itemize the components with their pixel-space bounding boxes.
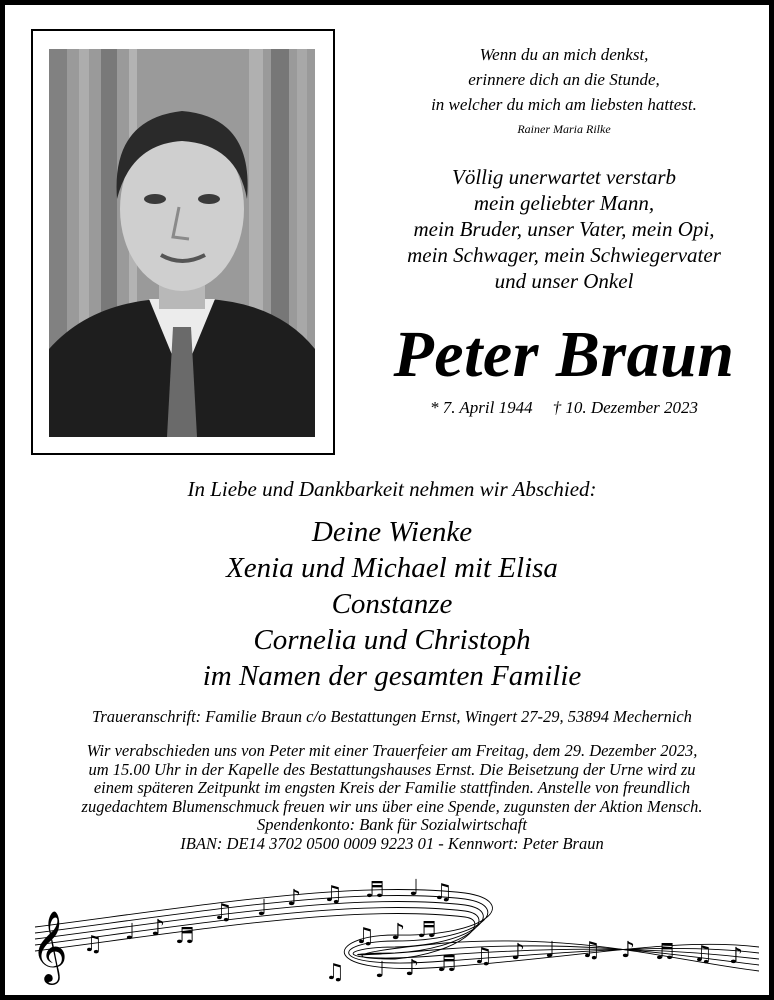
- deceased-name: Peter Braun: [393, 318, 735, 391]
- details-line: einem späteren Zeitpunkt im engsten Kreis der Familie stattfinden. Anstelle von freundlich: [93, 778, 691, 797]
- announcement-line: Völlig unerwartet verstarb: [452, 165, 676, 189]
- svg-text:♪: ♪: [287, 886, 302, 911]
- mourners-list: [25, 514, 759, 694]
- portrait-frame: [31, 29, 335, 455]
- svg-text:♩: ♩: [409, 876, 420, 901]
- mourner: Cornelia und Christoph: [253, 624, 531, 656]
- svg-text:♫: ♫: [355, 924, 375, 949]
- announcement-line: und unser Onkel: [494, 269, 634, 293]
- mourner: Constanze: [331, 588, 453, 620]
- svg-text:𝄞: 𝄞: [31, 909, 68, 982]
- svg-text:♫: ♫: [693, 942, 713, 967]
- details-line: zugedachtem Blumenschmuck freuen wir uns über eine Spende, zugunsten der Aktion Mensch.: [81, 796, 703, 816]
- quote-line: Wenn du an mich denkst,: [479, 45, 649, 64]
- svg-text:♪: ♪: [151, 916, 166, 941]
- announcement-line: mein geliebter Mann,: [473, 191, 655, 215]
- svg-text:♬: ♬: [365, 878, 385, 903]
- svg-text:♬: ♬: [437, 952, 457, 977]
- svg-text:♪: ♪: [621, 938, 636, 963]
- details-line: Wir verabschieden uns von Peter mit einer Trauerfeier am Freitag, dem 29. Dezember 2023,: [86, 741, 698, 760]
- svg-text:♩: ♩: [125, 920, 136, 945]
- death-date: † 10. Dezember 2023: [552, 398, 699, 417]
- mourner: Deine Wienke: [311, 516, 473, 548]
- svg-text:♫: ♫: [213, 900, 233, 925]
- svg-text:♫: ♫: [473, 944, 493, 969]
- announcement-line: mein Bruder, unser Vater, mein Opi,: [413, 217, 715, 241]
- ceremony-details: [25, 742, 759, 853]
- quote-author: Rainer Maria Rilke: [517, 122, 611, 136]
- svg-text:♩: ♩: [545, 938, 556, 963]
- svg-text:♪: ♪: [729, 944, 744, 969]
- quote-line: erinnere dich an die Stunde,: [468, 70, 660, 89]
- svg-text:♬: ♬: [175, 924, 195, 949]
- svg-text:♫: ♫: [325, 960, 345, 985]
- svg-text:♫: ♫: [83, 932, 103, 957]
- details-line: IBAN: DE14 3702 0500 0009 9223 01 - Kennwort: Peter Braun: [180, 833, 604, 853]
- details-line: Spendenkonto: Bank für Sozialwirtschaft: [257, 815, 527, 834]
- music-staff-decoration: [25, 875, 759, 992]
- mourner: Xenia und Michael mit Elisa: [226, 552, 558, 584]
- svg-text:♩: ♩: [375, 958, 386, 983]
- death-announcement: [375, 164, 753, 294]
- svg-text:♫: ♫: [581, 938, 601, 963]
- mourner: im Namen der gesamten Familie: [202, 660, 582, 692]
- birth-date: * 7. April 1944: [429, 398, 533, 417]
- portrait-photo: [49, 49, 315, 437]
- quote: [375, 42, 753, 117]
- svg-text:♪: ♪: [405, 956, 420, 981]
- life-dates: [375, 398, 753, 418]
- svg-text:♩: ♩: [257, 896, 268, 921]
- announcement-line: mein Schwager, mein Schwiegervater: [407, 243, 721, 267]
- details-line: um 15.00 Uhr in der Kapelle des Bestattungshauses Ernst. Die Beisetzung der Urne wird zu: [88, 759, 696, 779]
- farewell-line: In Liebe und Dankbarkeit nehmen wir Abschied:: [187, 477, 597, 501]
- svg-text:♪: ♪: [391, 920, 406, 945]
- quote-line: in welcher du mich am liebsten hattest.: [431, 95, 697, 114]
- svg-text:♫: ♫: [323, 882, 343, 907]
- mourning-address: Traueranschrift: Familie Braun c/o Bestattungen Ernst, Wingert 27-29, 53894 Mechernich: [92, 707, 692, 726]
- svg-text:♬: ♬: [417, 918, 437, 943]
- svg-text:♪: ♪: [511, 940, 526, 965]
- svg-text:♫: ♫: [433, 880, 453, 905]
- svg-text:♬: ♬: [655, 940, 675, 965]
